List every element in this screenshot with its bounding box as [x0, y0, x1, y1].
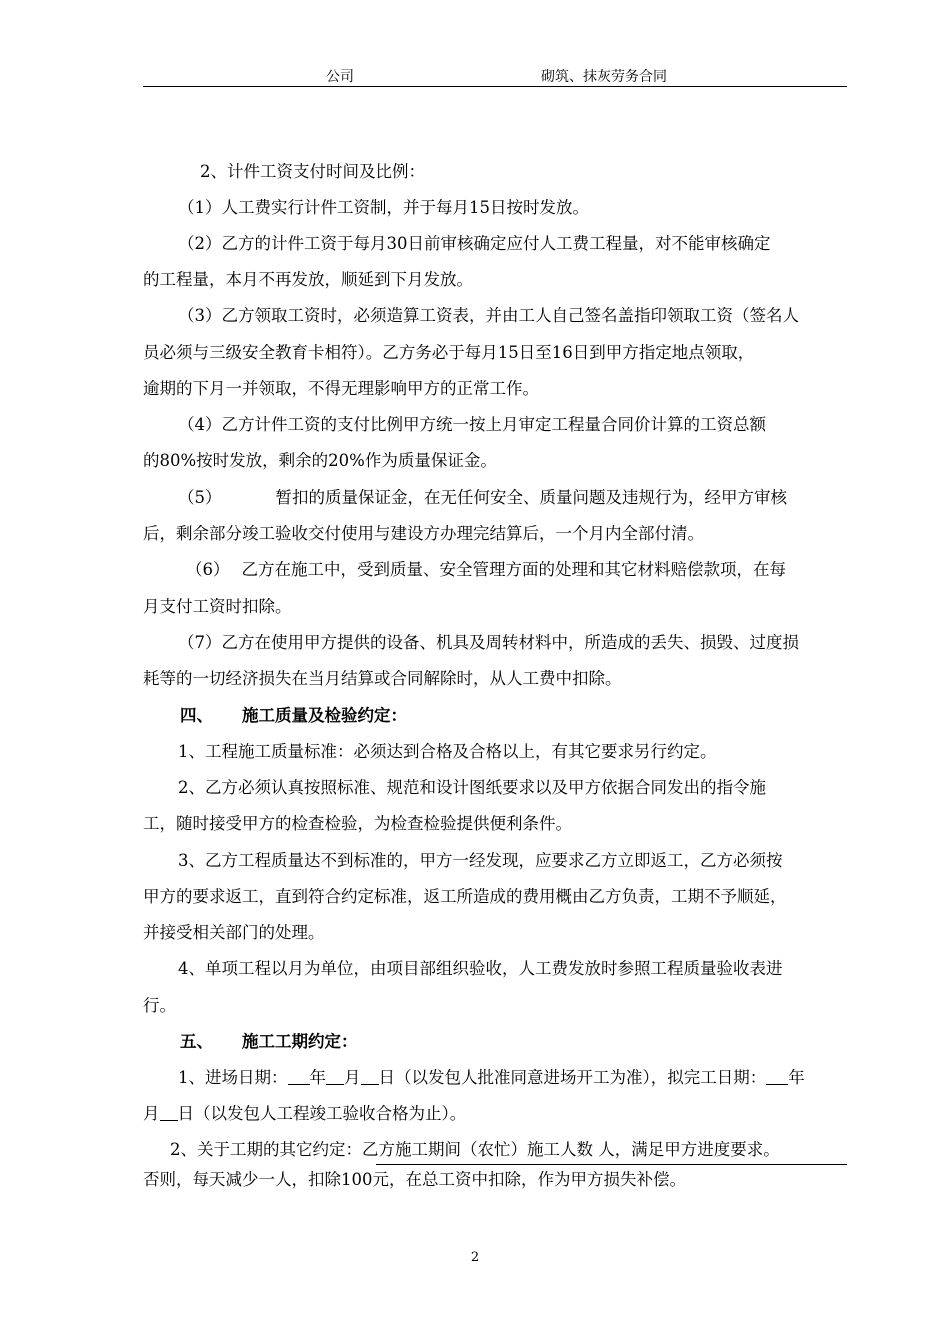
paragraph-line: 1、工程施工质量标准：必须达到合格及合格以上，有其它要求另行约定。: [178, 742, 717, 761]
page-number: 2: [470, 1250, 480, 1265]
paragraph-line: [143, 1104, 466, 1124]
header-company: 公司: [326, 69, 354, 85]
paragraph-line: 员必须与三级安全教育卡相符）。乙方务必于每月15日至16日到甲方指定地点领取，: [143, 343, 755, 362]
paragraph-line: 否则，每天减少一人，扣除100元，在总工资中扣除，作为甲方损失补偿。: [143, 1170, 686, 1189]
paragraph-line: [186, 560, 786, 580]
item-text: 乙方在施工中，受到质量、安全管理方面的处理和其它材料赔偿款项，在每: [241, 560, 786, 579]
paragraph-line: 甲方的要求返工，直到符合约定标准，返工所造成的费用概由乙方负责，工期不予顺延，: [143, 887, 787, 906]
paragraph-line: 的工程量，本月不再发放，顺延到下月发放。: [143, 270, 473, 289]
paragraph-line: 4、单项工程以月为单位，由项目部组织验收，人工费发放时参照工程质量验收表进: [178, 959, 783, 978]
paragraph-line: （3）乙方领取工资时，必须造算工资表，并由工人自己签名盖指印领取工资（签名人: [178, 306, 799, 325]
paragraph-line: 并接受相关部门的处理。: [143, 923, 325, 942]
text-run: 日（以发包人批准同意进场开工为准），拟完工日期：: [378, 1068, 767, 1087]
item-number: （5）: [178, 488, 222, 507]
paragraph-line: 行。: [143, 996, 176, 1015]
section-number: 四、: [180, 706, 213, 725]
blank-field: [361, 1068, 379, 1085]
section-title: 施工工期约定：: [242, 1032, 358, 1051]
paragraph-line: 逾期的下月一并领取，不得无理影响甲方的正常工作。: [143, 379, 539, 398]
section-title: 施工质量及检验约定：: [242, 706, 407, 725]
paragraph-line: （4）乙方计件工资的支付比例甲方统一按上月审定工程量合同价计算的工资总额: [178, 415, 766, 434]
blank-field: [326, 1068, 344, 1085]
item-text: 暂扣的质量保证金，在无任何安全、质量问题及违规行为，经甲方审核: [275, 488, 787, 507]
item-number: （6）: [186, 560, 230, 579]
paragraph-line: 2、计件工资支付时间及比例：: [200, 162, 425, 181]
text-run: 日（以发包人工程竣工验收合格为止）。: [177, 1104, 467, 1123]
page-header: [143, 64, 847, 87]
paragraph-line: [178, 1068, 805, 1088]
section-number: 五、: [180, 1032, 213, 1051]
blank-field: [288, 1068, 310, 1085]
paragraph-line: 工，随时接受甲方的检查检验，为检查检验提供便利条件。: [143, 814, 572, 833]
blank-field: [160, 1104, 178, 1121]
text-run: 月: [344, 1068, 361, 1087]
paragraph-line: 后，剩余部分竣工验收交付使用与建设方办理完结算后，一个月内全部付清。: [143, 524, 704, 543]
paragraph-line: （1）人工费实行计件工资制，并于每月15日按时发放。: [178, 198, 589, 217]
section-heading-5: [180, 1032, 358, 1052]
paragraph-line: 2、关于工期的其它约定：乙方施工期间（农忙）施工人数 人，满足甲方进度要求。: [170, 1140, 780, 1159]
text-run: 年: [788, 1068, 805, 1087]
paragraph-line: 2、乙方必须认真按照标准、规范和设计图纸要求以及甲方依据合同发出的指令施: [178, 778, 766, 797]
paragraph-line: 耗等的一切经济损失在当月结算或合同解除时，从人工费中扣除。: [143, 669, 622, 688]
blank-field: [766, 1068, 788, 1085]
underline-rule: [376, 1164, 847, 1165]
paragraph-line: [178, 488, 787, 508]
section-heading-4: [180, 706, 407, 726]
paragraph-line: （7）乙方在使用甲方提供的设备、机具及周转材料中，所造成的丢失、损毁、过度损: [178, 633, 799, 652]
text-run: 1、进场日期：: [178, 1068, 288, 1087]
text-run: 年: [309, 1068, 326, 1087]
paragraph-line: 月支付工资时扣除。: [143, 597, 292, 616]
header-title: 砌筑、抹灰劳务合同: [541, 69, 667, 85]
paragraph-line: 3、乙方工程质量达不到标准的，甲方一经发现，应要求乙方立即返工，乙方必须按: [178, 851, 783, 870]
paragraph-line: （2）乙方的计件工资于每月30日前审核确定应付人工费工程量，对不能审核确定: [178, 234, 771, 253]
paragraph-line: 的80%按时发放，剩余的20%作为质量保证金。: [143, 451, 497, 470]
text-run: 月: [143, 1104, 160, 1123]
